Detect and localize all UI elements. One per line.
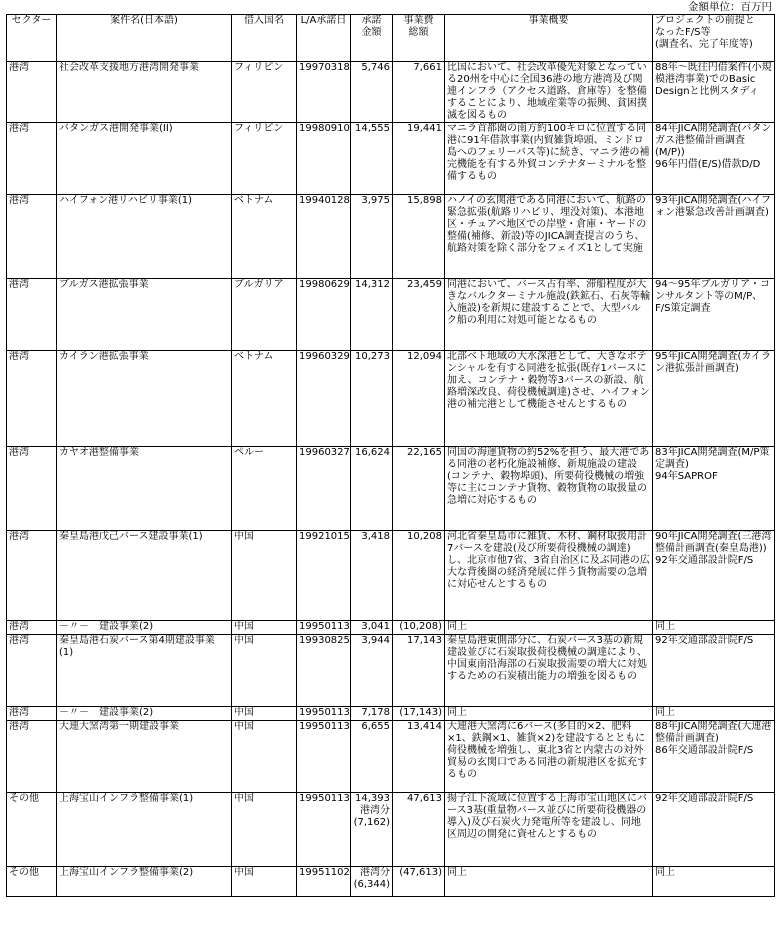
- approved-amount-cell: 7,178: [351, 707, 393, 721]
- project-name-cell: －〃－ 建設事業(2): [57, 707, 232, 721]
- header-overview: 事業概要: [445, 15, 653, 62]
- table-row: [7, 123, 775, 195]
- table-row: [7, 279, 775, 351]
- approved-amount-cell: 10,273: [351, 351, 393, 447]
- approved-amount-cell: 14,393 港湾分 (7,162): [351, 793, 393, 867]
- la-date-cell: 19970318: [297, 62, 351, 123]
- overview-cell: ハノイの玄関港である同港において、航路の緊急拡張(航路リハビリ、埋没対策)、本港地区・チュアベ地区での岸壁・倉庫・ヤードの整備(補修、新設)等のJICA調査提言のうち、航路対策を除く部分をフェイズ1として実施: [445, 195, 653, 279]
- overview-cell: 秦皇島港東側部分に、石炭バース3基の新規建設並びに石炭取扱荷役機械の調達により、中国東南沿海部の石炭取扱需要の増大に対処するための石炭積出能力の増強を図るもの: [445, 635, 653, 707]
- table-row: [7, 867, 775, 897]
- table-row: [7, 621, 775, 635]
- la-date-cell: 19980629: [297, 279, 351, 351]
- project-name-cell: ブルガス港拡張事業: [57, 279, 232, 351]
- overview-cell: マニラ首都圏の南方約100キロに位置する同港に91年借款事業(内貿雑貨埠頭、ミンドロ島へのフェリーバス等)に続き、マニラ港の補完機能を有する外貿コンテナターミナルを整備するもの: [445, 123, 653, 195]
- la-date-cell: 19921015: [297, 531, 351, 621]
- total-cost-cell: 15,898: [393, 195, 445, 279]
- sector-cell: 港湾: [7, 707, 57, 721]
- la-date-cell: 19960329: [297, 351, 351, 447]
- country-cell: 中国: [232, 707, 297, 721]
- total-cost-cell: (10,208): [393, 621, 445, 635]
- sector-cell: 港湾: [7, 123, 57, 195]
- total-cost-cell: 13,414: [393, 721, 445, 793]
- country-cell: 中国: [232, 531, 297, 621]
- sector-cell: 港湾: [7, 531, 57, 621]
- approved-amount-cell: 3,975: [351, 195, 393, 279]
- approved-amount-cell: 6,655: [351, 721, 393, 793]
- total-cost-cell: 19,441: [393, 123, 445, 195]
- table-row: [7, 447, 775, 531]
- unit-note: 金額単位：百万円: [688, 1, 772, 13]
- premise-cell: 94～95年ブルガリア・コンサルタント等のM/P、F/S策定調査: [653, 279, 775, 351]
- la-date-cell: 19951102: [297, 867, 351, 897]
- sector-cell: 港湾: [7, 621, 57, 635]
- total-cost-cell: 12,094: [393, 351, 445, 447]
- country-cell: 中国: [232, 621, 297, 635]
- project-name-cell: 上海宝山インフラ整備事業(1): [57, 793, 232, 867]
- project-name-cell: 上海宝山インフラ整備事業(2): [57, 867, 232, 897]
- sector-cell: その他: [7, 793, 57, 867]
- premise-cell: 88年JICA開発調査(大連港整備計画調査) 86年交通部設計院F/S: [653, 721, 775, 793]
- project-name-cell: 秦皇島港石炭バース第4期建設事業(1): [57, 635, 232, 707]
- approved-amount-cell: 3,418: [351, 531, 393, 621]
- project-name-cell: 大連大窯湾第一期建設事業: [57, 721, 232, 793]
- premise-cell: 92年交通部設計院F/S: [653, 793, 775, 867]
- la-date-cell: 19930825: [297, 635, 351, 707]
- premise-cell: 83年JICA開発調査(M/P策定調査) 94年SAPROF: [653, 447, 775, 531]
- table-row: [7, 195, 775, 279]
- premise-cell: 92年交通部設計院F/S: [653, 635, 775, 707]
- sector-cell: 港湾: [7, 279, 57, 351]
- project-name-cell: カヤオ港整備事業: [57, 447, 232, 531]
- country-cell: 中国: [232, 635, 297, 707]
- header-project-name: 案件名(日本語): [57, 15, 232, 62]
- header-total-cost: 事業費 総額: [393, 15, 445, 62]
- country-cell: 中国: [232, 721, 297, 793]
- country-cell: フィリピン: [232, 62, 297, 123]
- project-name-cell: 秦皇島港戊己バース建設事業(1): [57, 531, 232, 621]
- project-name-cell: 社会改革支援地方港湾開発事業: [57, 62, 232, 123]
- approved-amount-cell: 16,624: [351, 447, 393, 531]
- header-la-date: L/A承諾日: [297, 15, 351, 62]
- sector-cell: 港湾: [7, 351, 57, 447]
- table-row: [7, 351, 775, 447]
- sector-cell: 港湾: [7, 195, 57, 279]
- table-row: [7, 62, 775, 123]
- sector-cell: その他: [7, 867, 57, 897]
- header-sector: セクター: [7, 15, 57, 62]
- table-row: [7, 793, 775, 867]
- project-table: [6, 14, 775, 897]
- table-row: [7, 721, 775, 793]
- country-cell: 中国: [232, 793, 297, 867]
- approved-amount-cell: 3,944: [351, 635, 393, 707]
- overview-cell: 同上: [445, 867, 653, 897]
- la-date-cell: 19980910: [297, 123, 351, 195]
- sector-cell: 港湾: [7, 721, 57, 793]
- la-date-cell: 19950113: [297, 707, 351, 721]
- premise-cell: 同上: [653, 621, 775, 635]
- overview-cell: 同上: [445, 621, 653, 635]
- premise-cell: 88年～既往円借案件(小規模港湾事業)でのBasic Designと比例スタディ: [653, 62, 775, 123]
- sector-cell: 港湾: [7, 62, 57, 123]
- approved-amount-cell: 14,312: [351, 279, 393, 351]
- approved-amount-cell: 港湾分 (6,344): [351, 867, 393, 897]
- table-row: [7, 531, 775, 621]
- header-country: 借入国名: [232, 15, 297, 62]
- total-cost-cell: 47,613: [393, 793, 445, 867]
- country-cell: ベトナム: [232, 351, 297, 447]
- premise-cell: 93年JICA開発調査(ハイフォン港緊急改善計画調査): [653, 195, 775, 279]
- overview-cell: 同上: [445, 707, 653, 721]
- overview-cell: 大連港大窯湾に6バース(多目的×2、肥料×1、鉄鋼×1、雑貨×2)を建設するとともに荷役機械を増強し、東北3省と内蒙古の対外貿易の玄関口である同港の新規港区を拡充するもの: [445, 721, 653, 793]
- overview-cell: 北部ベト地域の大水深港として、大きなポテンシャルを有する同港を拡張(既存1バースに加え、コンテナ・穀物等3バースの新設、航路増深改良、荷役機械調達)させ、ハイフォン港の補完港として機能させんとするもの: [445, 351, 653, 447]
- premise-cell: 同上: [653, 867, 775, 897]
- premise-cell: 90年JICA開発調査(三港湾整備計画調査(秦皇島港)) 92年交通部設計院F/S: [653, 531, 775, 621]
- total-cost-cell: 17,143: [393, 635, 445, 707]
- total-cost-cell: (17,143): [393, 707, 445, 721]
- total-cost-cell: 22,165: [393, 447, 445, 531]
- total-cost-cell: (47,613): [393, 867, 445, 897]
- overview-cell: 揚子江下流域に位置する上海市宝山地区にバース3基(重量物バース並びに所要荷役機器の導入)及び石炭火力発電所等を建設し、同地区周辺の開発に資せんとするもの: [445, 793, 653, 867]
- country-cell: ブルガリア: [232, 279, 297, 351]
- approved-amount-cell: 5,746: [351, 62, 393, 123]
- country-cell: ベトナム: [232, 195, 297, 279]
- premise-cell: 84年JICA開発調査(バタンガス港整備計画調査(M/P)) 96年円借(E/S)借款D/D: [653, 123, 775, 195]
- la-date-cell: 19950113: [297, 621, 351, 635]
- overview-cell: 同国の海運貨物の約52%を担う、最大港である同港の老朽化施設補修、新規施設の建設(コンテナ、穀物埠頭)、所要荷役機械の増強等に主にコンテナ貨物、穀物貨物の取扱量の急増に対応するもの: [445, 447, 653, 531]
- sector-cell: 港湾: [7, 447, 57, 531]
- premise-cell: 同上: [653, 707, 775, 721]
- country-cell: ペルー: [232, 447, 297, 531]
- la-date-cell: 19950113: [297, 793, 351, 867]
- overview-cell: 比国において、社会改革優先対象となっている20州を中心に全国36港の地方港湾及び関連インフラ（アクセス道路、倉庫等）を整備することにより、地域産業等の振興、貧困撲滅を図るもの: [445, 62, 653, 123]
- country-cell: 中国: [232, 867, 297, 897]
- total-cost-cell: 23,459: [393, 279, 445, 351]
- header-row: [7, 15, 775, 62]
- table-row: [7, 707, 775, 721]
- approved-amount-cell: 3,041: [351, 621, 393, 635]
- total-cost-cell: 10,208: [393, 531, 445, 621]
- premise-cell: 95年JICA開発調査(カイラン港拡張計画調査): [653, 351, 775, 447]
- la-date-cell: 19960327: [297, 447, 351, 531]
- overview-cell: 河北省秦皇島市に雑貨、木材、鋼材取扱用計7バースを建設(及び所要荷役機械の調達)し、北京市他7省、3省自治区に及ぶ同港の広大な背後圏の経済発展に伴う貨物需要の急増に対応せんとするもの: [445, 531, 653, 621]
- overview-cell: 同港において、バース占有率、滞船程度が大きなバルクターミナル施設(鉄鉱石、石灰等輸入施設)を新規に建設することで、大型バルク船の利用に対処可能となるもの: [445, 279, 653, 351]
- header-approved-amount: 承諾 金額: [351, 15, 393, 62]
- project-name-cell: ハイフォン港リハビリ事業(1): [57, 195, 232, 279]
- sector-cell: 港湾: [7, 635, 57, 707]
- la-date-cell: 19950113: [297, 721, 351, 793]
- header-premise: プロジェクトの前提と なったF/S等 (調査名、完了年度等): [653, 15, 775, 62]
- table-row: [7, 635, 775, 707]
- project-name-cell: カイラン港拡張事業: [57, 351, 232, 447]
- la-date-cell: 19940128: [297, 195, 351, 279]
- total-cost-cell: 7,661: [393, 62, 445, 123]
- country-cell: フィリピン: [232, 123, 297, 195]
- project-name-cell: バタンガス港開発事業(II): [57, 123, 232, 195]
- project-name-cell: －〃－ 建設事業(2): [57, 621, 232, 635]
- approved-amount-cell: 14,555: [351, 123, 393, 195]
